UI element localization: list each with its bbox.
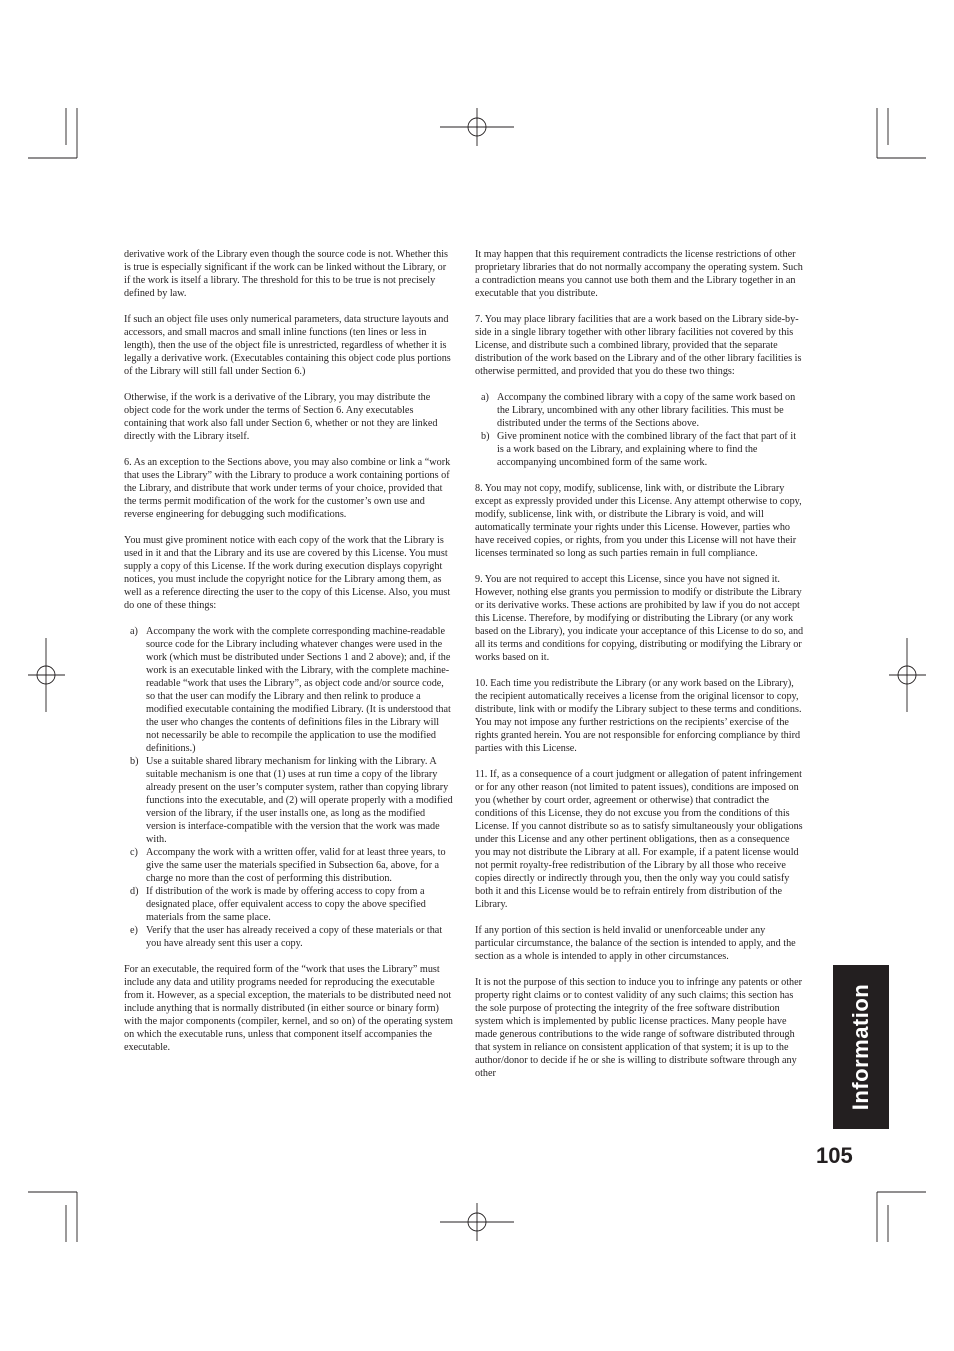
section-tab-label: Information	[848, 983, 873, 1111]
list-item-text: Give prominent notice with the combined library of the fact that part of it is a work based on the Library, and explaining where to find the accompanying uncombined form of the same work.	[497, 431, 797, 468]
left-column	[124, 248, 454, 1067]
list-item	[124, 885, 454, 924]
list-item	[124, 846, 454, 885]
list-item-text: Verify that the user has already received a copy of these materials or that you have already sent this user a copy.	[146, 925, 443, 949]
paragraph: 6. As an exception to the Sections above, you may also combine or link a “work that uses the Library” with the Library to produce a work containing portions of the Library, and distribute that work under terms of your choice, provided that the terms permit modification of the work for the customer’s own use and reverse engineering for debugging such modifications.	[124, 457, 451, 520]
paragraph: 9. You are not required to accept this License, since you have not signed it. However, nothing else grants you permission to modify or distribute the Library or its derivative works. These actions are prohibited by law if you do not accept this License. Therefore, by modifying or distributing the Library (or any work based on the Library), you indicate your acceptance of this License to do so, and all its terms and conditions for copying, distributing or modifying the Library or works based on it.	[475, 574, 804, 663]
paragraph: If any portion of this section is held invalid or unenforceable under any particular circumstance, the balance of the section is intended to apply, and the section as a whole is intended to apply in other circumstances.	[475, 925, 796, 962]
page-number: 105	[816, 1143, 853, 1168]
right-column	[475, 248, 805, 1093]
paragraph: Otherwise, if the work is a derivative of the Library, you may distribute the object code for the work under the terms of Section 6. Any executables containing that work also fall under Section 6, whether or not they are linked directly with the Library itself.	[124, 392, 438, 442]
list-marker: c)	[130, 847, 138, 858]
list-marker: a)	[481, 392, 489, 403]
option-list	[475, 391, 805, 469]
paragraph: For an executable, the required form of the “work that uses the Library” must include any data and utility programs needed for reproducing the executable from it. However, as a special exception, the materials to be distributed need not include anything that is normally distributed (in either source or binary form) with the major components (compiler, kernel, and so on) of the operating system on which the executable runs, unless that component itself accompanies the executable.	[124, 964, 453, 1053]
list-marker: d)	[130, 886, 139, 897]
paragraph: It is not the purpose of this section to induce you to infringe any patents or other property right claims or to contest validity of any such claims; this section has the sole purpose of protecting the integrity of the free software distribution system which is implemented by public license practices. Many people have made generous contributions to the wide range of software distributed through that system in reliance on consistent application of that system; it is up to the author/donor to decide if he or she is willing to distribute software through any other	[475, 977, 803, 1079]
list-item	[124, 924, 454, 950]
paragraph: It may happen that this requirement contradicts the license restrictions of other proprietary libraries that do not normally accompany the operating system. Such a contradiction means you cannot use both them and the Library together in an executable that you distribute.	[475, 249, 803, 299]
paragraph: If such an object file uses only numerical parameters, data structure layouts and accessors, and small macros and small inline functions (ten lines or less in length), then the use of the object file is unrestricted, regardless of whether it is legally a derivative work. (Executables containing this object code plus portions of the Library will still fall under Section 6.)	[124, 314, 451, 377]
paragraph: 7. You may place library facilities that are a work based on the Library side-by-side in a single library together with other library facilities not covered by this License, and distribute such a combined library, provided that the separate distribution of the work based on the Library and of the other library facilities is otherwise permitted, and provided that you do these two things:	[475, 314, 802, 377]
paragraph: 11. If, as a consequence of a court judgment or allegation of patent infringement or for any other reason (not limited to patent issues), conditions are imposed on you (whether by court order, agreement or otherwise) that contradict the conditions of this License, they do not excuse you from the conditions of this License. If you cannot distribute so as to satisfy simultaneously your obligations under this License and any other pertinent obligations, then as a consequence you may not distribute the Library at all. For example, if a patent license would not permit royalty-free redistribution of the Library by all those who receive copies directly or indirectly through you, then the only way you could satisfy both it and this License would be to refrain entirely from distribution of the Library.	[475, 769, 803, 910]
section-tab	[833, 965, 889, 1129]
paragraph: 8. You may not copy, modify, sublicense, link with, or distribute the Library except as expressly provided under this License. Any attempt otherwise to copy, modify, sublicense, link with, or distribute the Library is void, and will automatically terminate your rights under this License. However, parties who have received copies, or rights, from you under this License will not have their licenses terminated so long as such parties remain in full compliance.	[475, 483, 802, 559]
list-item	[475, 430, 805, 469]
list-marker: b)	[130, 756, 139, 767]
option-list	[124, 625, 454, 950]
list-marker: a)	[130, 626, 138, 637]
paragraph: derivative work of the Library even though the source code is not. Whether this is true is especially significant if the work can be linked without the Library, or if the work is itself a library. The threshold for this to be true is not precisely defined by law.	[124, 249, 449, 299]
list-marker: e)	[130, 925, 138, 936]
paragraph: You must give prominent notice with each copy of the work that the Library is used in it and that the Library and its use are covered by this License. You must supply a copy of this License. If the work during execution displays copyright notices, you must include the copyright notice for the Library among them, as well as a reference directing the user to the copy of this License. Also, you must do one of these things:	[124, 535, 451, 611]
list-item-text: If distribution of the work is made by offering access to copy from a designated place, offer equivalent access to copy the above specified materials from the same place.	[146, 886, 426, 923]
paragraph: 10. Each time you redistribute the Library (or any work based on the Library), the recipient automatically receives a license from the original licensor to copy, distribute, link with or modify the Library subject to these terms and conditions. You may not impose any further restrictions on the recipients’ exercise of the rights granted herein. You are not responsible for enforcing compliance by third parties with this License.	[475, 678, 802, 754]
list-item	[124, 625, 454, 755]
list-item-text: Accompany the combined library with a copy of the same work based on the Library, uncombined with any other library facilities. This must be distributed under the terms of the Sections above.	[497, 392, 796, 429]
list-item-text: Accompany the work with the complete corresponding machine-readable source code for the Library including whatever changes were used in the work (which must be distributed under Sections 1 and 2 above); and, if the work is an executable linked with the Library, with the complete machine-readable “work that uses the Library”, as object code and/or source code, so that the user can modify the Library and then relink to produce a modified executable containing the modified Library. (It is understood that the user who changes the contents of definitions files in the Library will not necessarily be able to recompile the application to use the modified definitions.)	[146, 626, 451, 754]
list-item	[475, 391, 805, 430]
list-item	[124, 755, 454, 846]
list-marker: b)	[481, 431, 490, 442]
list-item-text: Accompany the work with a written offer, valid for at least three years, to give the same user the materials specified in Subsection 6a, above, for a charge no more than the cost of performing this distribution.	[146, 847, 446, 884]
list-item-text: Use a suitable shared library mechanism for linking with the Library. A suitable mechanism is one that (1) uses at run time a copy of the library already present on the user’s computer system, rather than copying library functions into the executable, and (2) will operate properly with a modified version of the library, if the user installs one, as long as the modified version is interface-compatible with the version that the work was made with.	[146, 756, 453, 845]
